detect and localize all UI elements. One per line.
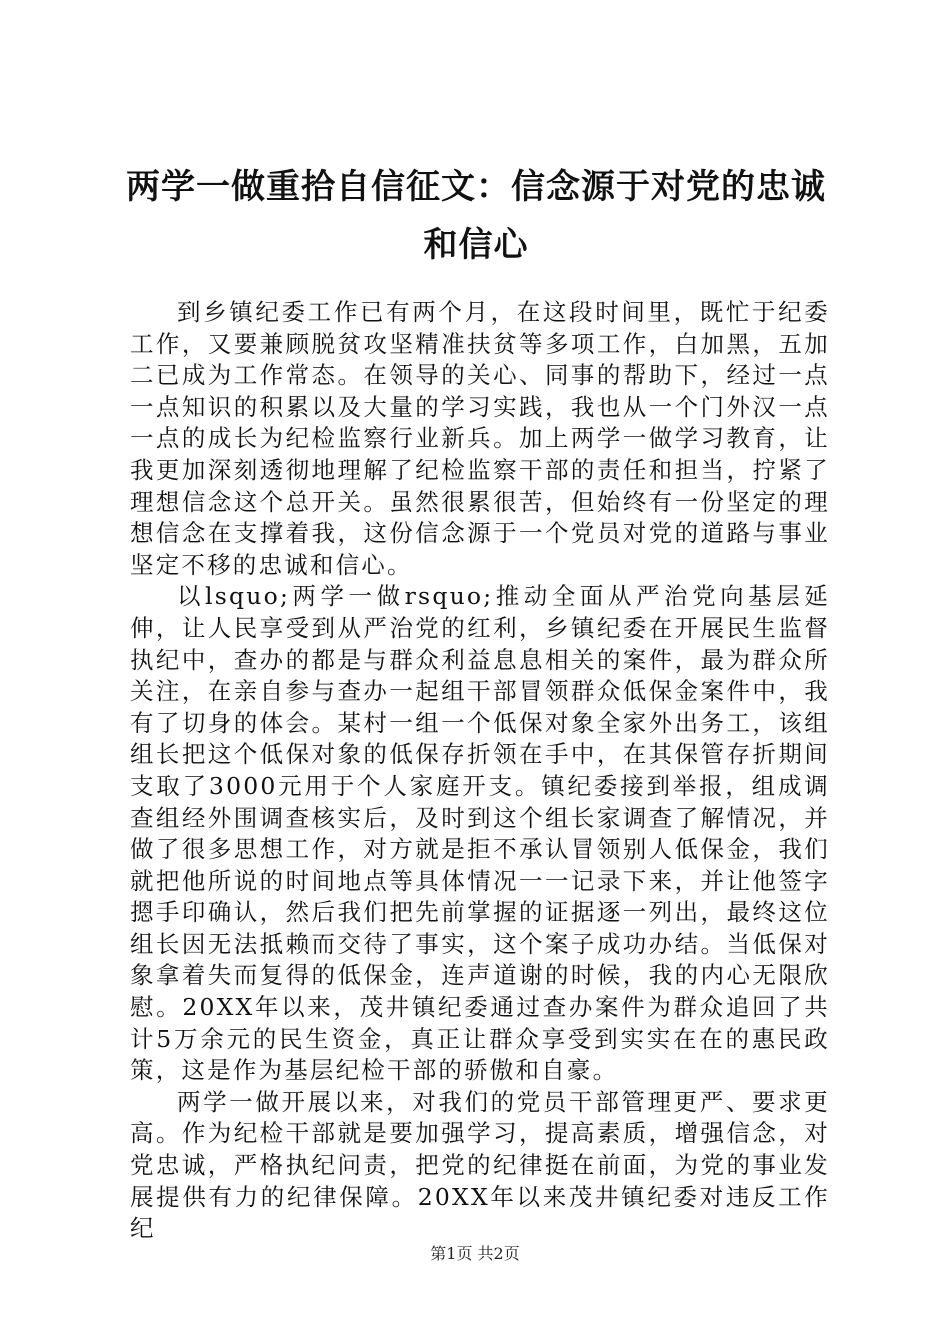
paragraph-2: 以lsquo;两学一做rsquo;推动全面从严治党向基层延伸，让人民享受到从严治党的红利，乡镇纪委在开展民生监督执纪中，查办的都是与群众利益息息相关的案件，最为群众所关注，在亲自参与查办一起组干部冒领群众低保金案件中，我有了切身的体会。某村一组一个低保对象全家外出务工，该组组长把这个低保对象的低保存折领在手中，在其保管存折期间支取了3000元用于个人家庭开支。镇纪委接到举报，组成调查组经外围调查核实后，及时到这个组长家调查了解情况，并做了很多思想工作，对方就是拒不承认冒领别人低保金，我们就把他所说的时间地点等具体情况一一记录下来，并让他签字摁手印确认，然后我们把先前掌握的证据逐一列出，最终这位组长因无法抵赖而交待了事实，这个案子成功办结。当低保对象拿着失而复得的低保金，连声道谢的时候，我的内心无限欣慰。20XX年以来，茂井镇纪委通过查办案件为群众追回了共计5万余元的民生资金，真正让群众享受到实实在在的惠民政策，这是作为基层纪检干部的骄傲和自豪。 (130, 582, 830, 1085)
document-title: 两学一做重拾自信征文：信念源于对党的忠诚和信心 (126, 167, 826, 265)
paragraph-1: 到乡镇纪委工作已有两个月，在这段时间里，既忙于纪委工作，又要兼顾脱贫攻坚精准扶贫等多项工作，白加黑，五加二已成为工作常态。在领导的关心、同事的帮助下，经过一点一点知识的积累以及大量的学习实践，我也从一个门外汉一点一点的成长为纪检监察行业新兵。加上两学一做学习教育，让我更加深刻透彻地理解了纪检监察干部的责任和担当，拧紧了理想信念这个总开关。虽然很累很苦，但始终有一份坚定的理想信念在支撑着我，这份信念源于一个党员对党的道路与事业坚定不移的忠诚和信心。 (130, 298, 830, 579)
paragraph-3: 两学一做开展以来，对我们的党员干部管理更严、要求更高。作为纪检干部就是要加强学习，提高素质，增强信念，对党忠诚，严格执纪问责，把党的纪律挺在前面，为党的事业发展提供有力的纪律保障。20XX年以来茂井镇纪委对违反工作纪 (130, 1087, 830, 1243)
page-footer: 第1页 共2页 (430, 1244, 520, 1263)
document-body (130, 297, 830, 1243)
